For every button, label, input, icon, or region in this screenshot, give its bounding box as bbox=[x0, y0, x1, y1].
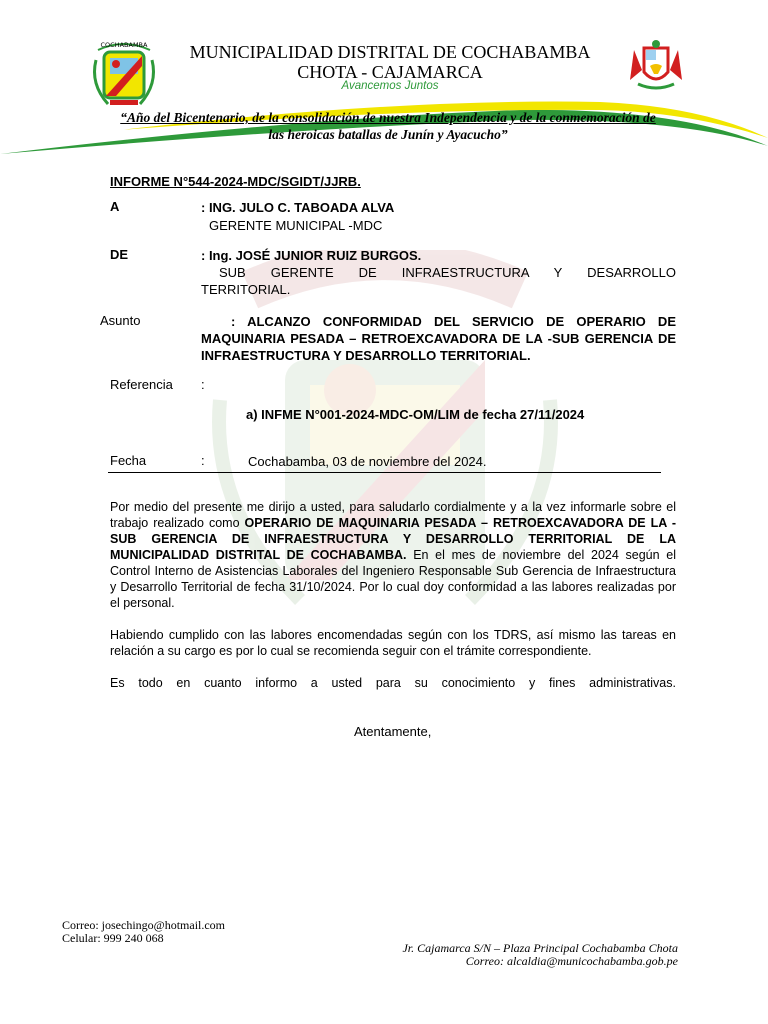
municipality-name: MUNICIPALIDAD DISTRITAL DE COCHABAMBA bbox=[189, 42, 591, 62]
body-p1-detail: En el mes de noviembre del 2024 según el Control Interno de Asistencias Laborales del Ingeniero Responsable Sub Gerencia de Infraestructura y Desarrollo Territorial de fecha 31/10/2024. Por lo cual doy conformidad a las labores realizadas por el personal. bbox=[110, 548, 676, 610]
year-name bbox=[88, 109, 688, 143]
municipality-location: CHOTA - CAJAMARCA bbox=[297, 62, 483, 82]
body-p1-intro: Por medio del presente me dirijo a usted, para saludarlo cordialmente y a la vez informarle sobre el trabajo realizado como bbox=[110, 500, 676, 530]
footer-email: Correo: josechingo@hotmail.com bbox=[62, 918, 226, 932]
year-name-line2: las heroicas batallas de Junín y Ayacucho” bbox=[268, 127, 508, 142]
footer-phone: Celular: 999 240 068 bbox=[62, 931, 164, 945]
peru-coat-of-arms-icon bbox=[628, 40, 684, 94]
reference-colon: : bbox=[201, 377, 205, 392]
subject-label: Asunto bbox=[100, 313, 141, 328]
to-role: GERENTE MUNICIPAL -MDC bbox=[209, 218, 383, 233]
footer-office-email: Correo: alcaldia@municochabamba.gob.pe bbox=[465, 954, 678, 968]
date-value: Cochabamba, 03 de noviembre del 2024. bbox=[248, 454, 487, 469]
header-divider bbox=[108, 472, 661, 473]
footer-street: Jr. Cajamarca S/N – Plaza Principal Cochabamba Chota bbox=[402, 941, 678, 955]
svg-text:COCHABAMBA: COCHABAMBA bbox=[100, 41, 148, 49]
reference-item: a) INFME N°001-2024-MDC-OM/LIM de fecha 27/11/2024 bbox=[246, 407, 585, 422]
date-label: Fecha bbox=[110, 453, 147, 468]
body-paragraph-3: Es todo en cuanto informo a usted para su conocimiento y fines administrativas. bbox=[110, 676, 676, 690]
from-name: : Ing. JOSÉ JUNIOR RUIZ BURGOS. bbox=[201, 248, 422, 263]
informe-number: INFORME N°544-2024-MDC/SGIDT/JJRB. bbox=[110, 174, 361, 189]
to-name: : ING. JULO C. TABOADA ALVA bbox=[201, 200, 395, 215]
from-role: SUB GERENTE DE INFRAESTRUCTURA Y DESARROLLO TERRITORIAL. bbox=[201, 265, 676, 297]
date-colon: : bbox=[201, 453, 205, 468]
from-label: DE bbox=[110, 247, 129, 262]
body-paragraph-2: Habiendo cumplido con las labores encomendadas según con los TDRS, así mismo las tareas en relación a su cargo es por lo cual se recomienda seguir con el trámite correspondiente. bbox=[110, 628, 676, 658]
municipality-title bbox=[160, 42, 620, 82]
footer-address bbox=[402, 942, 678, 968]
slogan: Avancemos Juntos bbox=[341, 80, 439, 92]
footer-contact bbox=[62, 919, 225, 945]
year-name-line1: “Año del Bicentenario, de la consolidación de nuestra Independencia y de la conmemoración de bbox=[120, 110, 656, 125]
to-label: A bbox=[110, 199, 120, 214]
body-p1-service: OPERARIO DE MAQUINARIA PESADA – RETROEXCAVADORA DE LA -SUB GERENCIA DE INFRAESTRUCTURA Y DESARROLLO TERRITORIAL DE LA MUNICIPALIDAD DISTRITAL DE COCHABAMBA. bbox=[110, 516, 676, 562]
closing: Atentamente, bbox=[354, 724, 432, 739]
body-paragraph-1 bbox=[110, 499, 676, 611]
subject-text: : ALCANZO CONFORMIDAD DEL SERVICIO DE OPERARIO DE MAQUINARIA PESADA – RETROEXCAVADORA DE LA -SUB GERENCIA DE INFRAESTRUCTURA Y DESARROLLO TERRITORIAL. bbox=[201, 314, 676, 363]
reference-label: Referencia bbox=[110, 377, 173, 392]
